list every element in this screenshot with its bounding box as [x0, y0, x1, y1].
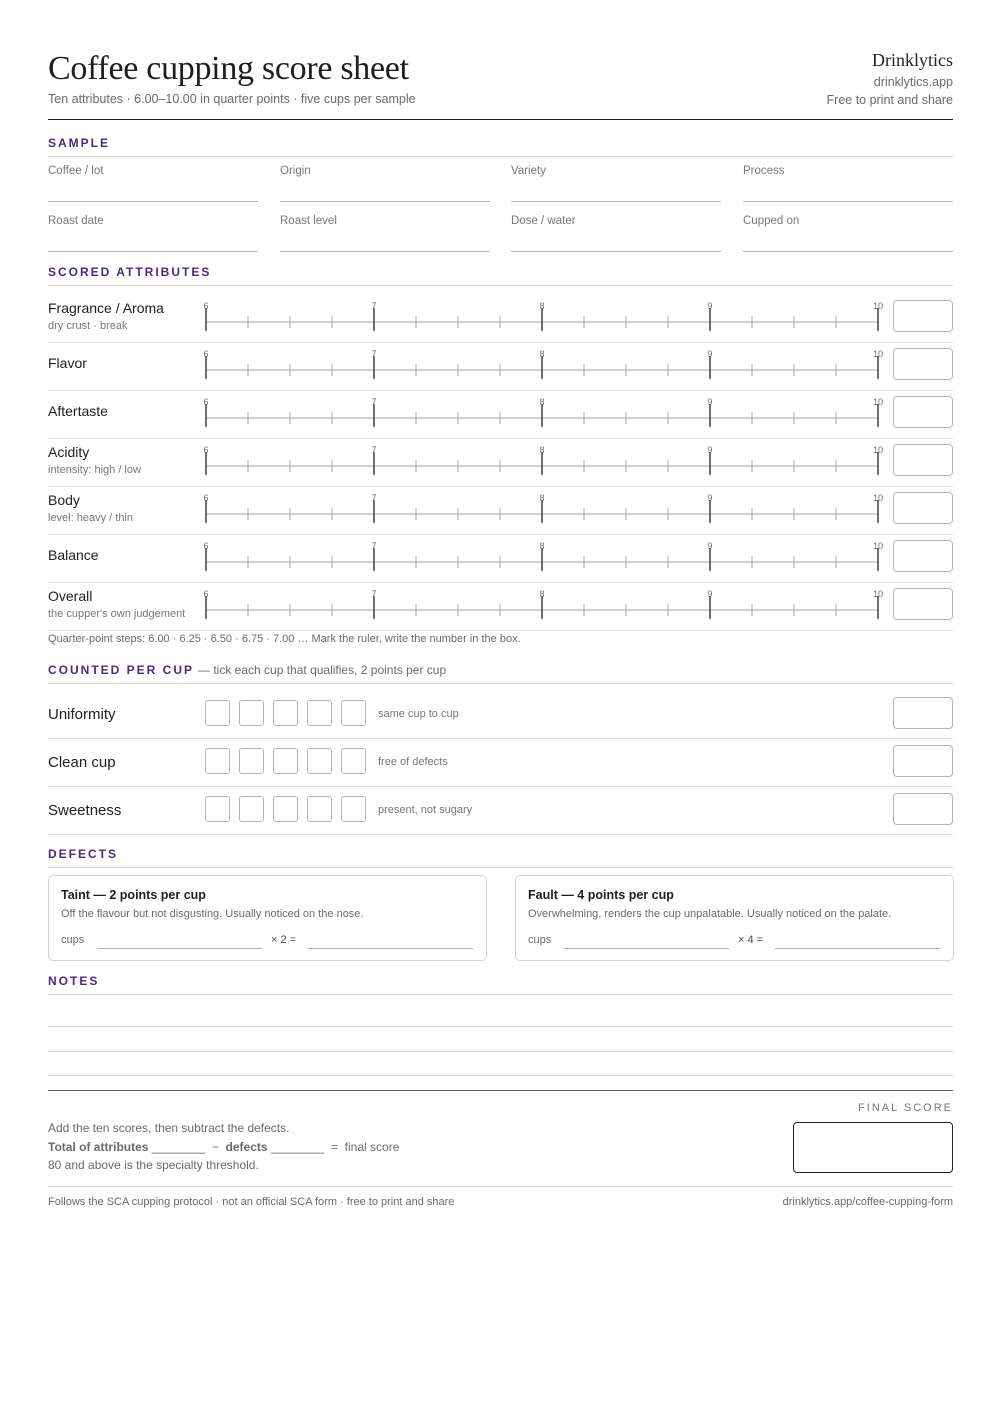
attribute-row [48, 438, 953, 487]
page-subtitle: Ten attributes · 6.00–10.00 in quarter points · five cups per sample [48, 92, 416, 106]
sample-field[interactable] [743, 207, 953, 252]
counted-divider [48, 683, 953, 684]
sample-field-label: Roast level [280, 215, 337, 227]
ruler-label: 10 [872, 445, 883, 455]
attribute-score-box[interactable] [893, 348, 953, 380]
attribute-score-box[interactable] [893, 540, 953, 572]
taint-cups-label: cups [61, 934, 85, 946]
ruler-label: 8 [539, 445, 545, 455]
sample-field-label: Process [743, 165, 785, 177]
fault-box [515, 875, 954, 961]
taint-description: Off the flavour but not disgusting. Usually noticed on the nose. [61, 908, 364, 920]
final-formula [48, 1140, 399, 1154]
defects-section-title: DEFECTS [48, 847, 119, 861]
sample-field-label: Cupped on [743, 215, 800, 227]
ruler-label: 7 [371, 349, 377, 359]
minus-sign: − [211, 1140, 219, 1154]
ruler-label: 10 [872, 541, 883, 551]
counted-hint: present, not sugary [378, 804, 473, 816]
ruler-label: 6 [203, 589, 209, 599]
attribute-row [48, 582, 953, 631]
attribute-row [48, 534, 953, 583]
cup-checkbox[interactable] [273, 748, 298, 774]
ruler-label: 7 [371, 445, 377, 455]
brand-name: Drinklytics [872, 50, 953, 70]
score-ruler[interactable] [203, 390, 883, 438]
ruler-label: 8 [539, 493, 545, 503]
final-score-label: FINAL SCORE [858, 1102, 953, 1114]
final-score-text: final score [344, 1140, 400, 1154]
attribute-score-box[interactable] [893, 588, 953, 620]
attribute-hint: dry crust · break [48, 320, 128, 332]
scored-section-title: SCORED ATTRIBUTES [48, 265, 212, 279]
taint-title: Taint — 2 points per cup [61, 888, 206, 902]
cup-checkboxes [205, 700, 366, 726]
sample-section-title: SAMPLE [48, 136, 111, 150]
cup-checkbox[interactable] [341, 748, 366, 774]
cup-checkbox[interactable] [205, 796, 230, 822]
ruler-label: 8 [539, 541, 545, 551]
fault-title: Fault — 4 points per cup [528, 888, 674, 902]
ruler-label: 10 [872, 397, 883, 407]
ruler-label: 6 [203, 301, 209, 311]
ruler-label: 6 [203, 541, 209, 551]
ruler-label: 8 [539, 349, 545, 359]
attribute-score-box[interactable] [893, 444, 953, 476]
score-ruler[interactable] [203, 438, 883, 486]
sample-field[interactable] [280, 207, 490, 252]
attribute-name: Overall [48, 588, 93, 604]
cup-checkbox[interactable] [239, 748, 264, 774]
ruler-label: 10 [872, 493, 883, 503]
score-ruler[interactable] [203, 534, 883, 582]
cup-checkbox[interactable] [205, 748, 230, 774]
sample-field[interactable] [48, 157, 258, 202]
cup-checkbox[interactable] [205, 700, 230, 726]
attribute-name: Flavor [48, 355, 87, 371]
cup-checkbox[interactable] [307, 796, 332, 822]
cup-checkbox[interactable] [307, 700, 332, 726]
sample-field[interactable] [280, 157, 490, 202]
cup-checkbox[interactable] [239, 796, 264, 822]
ruler-label: 8 [539, 301, 545, 311]
defects-label: defects [225, 1140, 268, 1154]
equals-sign: = [330, 1140, 338, 1154]
attribute-name: Acidity [48, 444, 90, 460]
attribute-row [48, 294, 953, 343]
score-ruler[interactable] [203, 486, 883, 534]
notes-section-title: NOTES [48, 974, 100, 988]
counted-score-box[interactable] [893, 745, 953, 777]
scored-divider [48, 285, 953, 286]
counted-score-box[interactable] [893, 697, 953, 729]
final-score-box[interactable] [793, 1122, 953, 1173]
attribute-row [48, 342, 953, 391]
scored-note: Quarter-point steps: 6.00 · 6.25 · 6.50 · 6.75 · 7.00 … Mark the ruler, write the number in the box. [48, 633, 521, 645]
ruler-label: 9 [707, 589, 713, 599]
specialty-threshold: 80 and above is the specialty threshold. [48, 1158, 259, 1172]
sample-field[interactable] [511, 207, 721, 252]
attribute-name: Fragrance / Aroma [48, 300, 164, 316]
counted-section-title [48, 663, 446, 677]
sample-field-label: Coffee / lot [48, 165, 104, 177]
ruler-label: 8 [539, 589, 545, 599]
sample-field-label: Roast date [48, 215, 104, 227]
ruler-label: 7 [371, 493, 377, 503]
cup-checkbox[interactable] [341, 700, 366, 726]
final-divider [48, 1090, 953, 1091]
counted-row [48, 786, 953, 835]
cup-checkboxes [205, 796, 366, 822]
fault-description: Overwhelming, renders the cup unpalatable. Usually noticed on the palate. [528, 908, 892, 920]
notes-line[interactable] [48, 1075, 953, 1076]
ruler-label: 10 [872, 301, 883, 311]
taint-box [48, 875, 487, 961]
defects-divider [48, 867, 953, 868]
notes-line[interactable] [48, 1026, 953, 1027]
ruler-label: 6 [203, 445, 209, 455]
footer-divider [48, 1186, 953, 1187]
counted-hint: same cup to cup [378, 708, 459, 720]
counted-attribute-name: Uniformity [48, 706, 116, 723]
ruler-label: 8 [539, 397, 545, 407]
ruler-label: 9 [707, 445, 713, 455]
ruler-label: 9 [707, 493, 713, 503]
attribute-hint: intensity: high / low [48, 464, 141, 476]
taint-total-field[interactable] [308, 948, 473, 949]
attribute-score-box[interactable] [893, 396, 953, 428]
counted-attribute-name: Sweetness [48, 802, 122, 819]
total-label: Total of attributes [48, 1140, 149, 1154]
footer-left: Follows the SCA cupping protocol · not an official SCA form · free to print and share [48, 1196, 455, 1208]
sample-field-label: Origin [280, 165, 311, 177]
final-instruction: Add the ten scores, then subtract the defects. [48, 1121, 290, 1135]
attribute-hint: the cupper's own judgement [48, 608, 186, 620]
ruler-label: 9 [707, 397, 713, 407]
counted-row [48, 738, 953, 787]
counted-title: COUNTED PER CUP [48, 663, 195, 677]
sample-field-label: Variety [511, 165, 546, 177]
attribute-row [48, 486, 953, 535]
attribute-name: Aftertaste [48, 403, 108, 419]
cup-checkbox[interactable] [239, 700, 264, 726]
attribute-hint: level: heavy / thin [48, 512, 133, 524]
fault-total-field[interactable] [775, 948, 940, 949]
ruler-label: 6 [203, 493, 209, 503]
counted-attribute-name: Clean cup [48, 754, 116, 771]
defects-blank[interactable]: ________ [270, 1140, 325, 1154]
score-ruler[interactable] [203, 582, 883, 630]
sample-field[interactable] [743, 157, 953, 202]
total-blank[interactable]: ________ [151, 1140, 206, 1154]
counted-row [48, 690, 953, 739]
fault-cups-label: cups [528, 934, 552, 946]
ruler-label: 10 [872, 589, 883, 599]
attribute-name: Balance [48, 547, 99, 563]
counted-subtitle: — tick each cup that qualifies, 2 points per cup [198, 663, 447, 677]
cup-checkbox[interactable] [273, 700, 298, 726]
ruler-label: 10 [872, 349, 883, 359]
taint-multiplier: × 2 = [271, 934, 297, 946]
score-ruler[interactable] [203, 294, 883, 342]
ruler-label: 7 [371, 541, 377, 551]
ruler-label: 7 [371, 589, 377, 599]
attribute-score-box[interactable] [893, 492, 953, 524]
counted-score-box[interactable] [893, 793, 953, 825]
cup-checkboxes [205, 748, 366, 774]
ruler-label: 7 [371, 397, 377, 407]
brand-tagline: Free to print and share [826, 93, 953, 107]
sample-field[interactable] [511, 157, 721, 202]
ruler-label: 6 [203, 397, 209, 407]
cup-checkbox[interactable] [341, 796, 366, 822]
ruler-label: 9 [707, 349, 713, 359]
brand-block [827, 50, 953, 107]
ruler-label: 7 [371, 301, 377, 311]
cup-checkbox[interactable] [273, 796, 298, 822]
attribute-score-box[interactable] [893, 300, 953, 332]
counted-hint: free of defects [378, 756, 448, 768]
ruler-label: 6 [203, 349, 209, 359]
cup-checkbox[interactable] [307, 748, 332, 774]
ruler-label: 9 [707, 541, 713, 551]
header-divider [48, 119, 953, 120]
page-title: Coffee cupping score sheet [48, 50, 409, 87]
taint-cups-field[interactable] [97, 948, 262, 949]
attribute-row [48, 390, 953, 439]
fault-multiplier: × 4 = [738, 934, 764, 946]
score-ruler[interactable] [203, 342, 883, 390]
sample-field-label: Dose / water [511, 215, 576, 227]
notes-line[interactable] [48, 1051, 953, 1052]
ruler-label: 9 [707, 301, 713, 311]
notes-line [48, 994, 953, 995]
footer-link[interactable]: drinklytics.app/coffee-cupping-form [782, 1196, 953, 1208]
sample-field[interactable] [48, 207, 258, 252]
attribute-name: Body [48, 492, 80, 508]
brand-url[interactable]: drinklytics.app [873, 75, 953, 89]
fault-cups-field[interactable] [564, 948, 729, 949]
